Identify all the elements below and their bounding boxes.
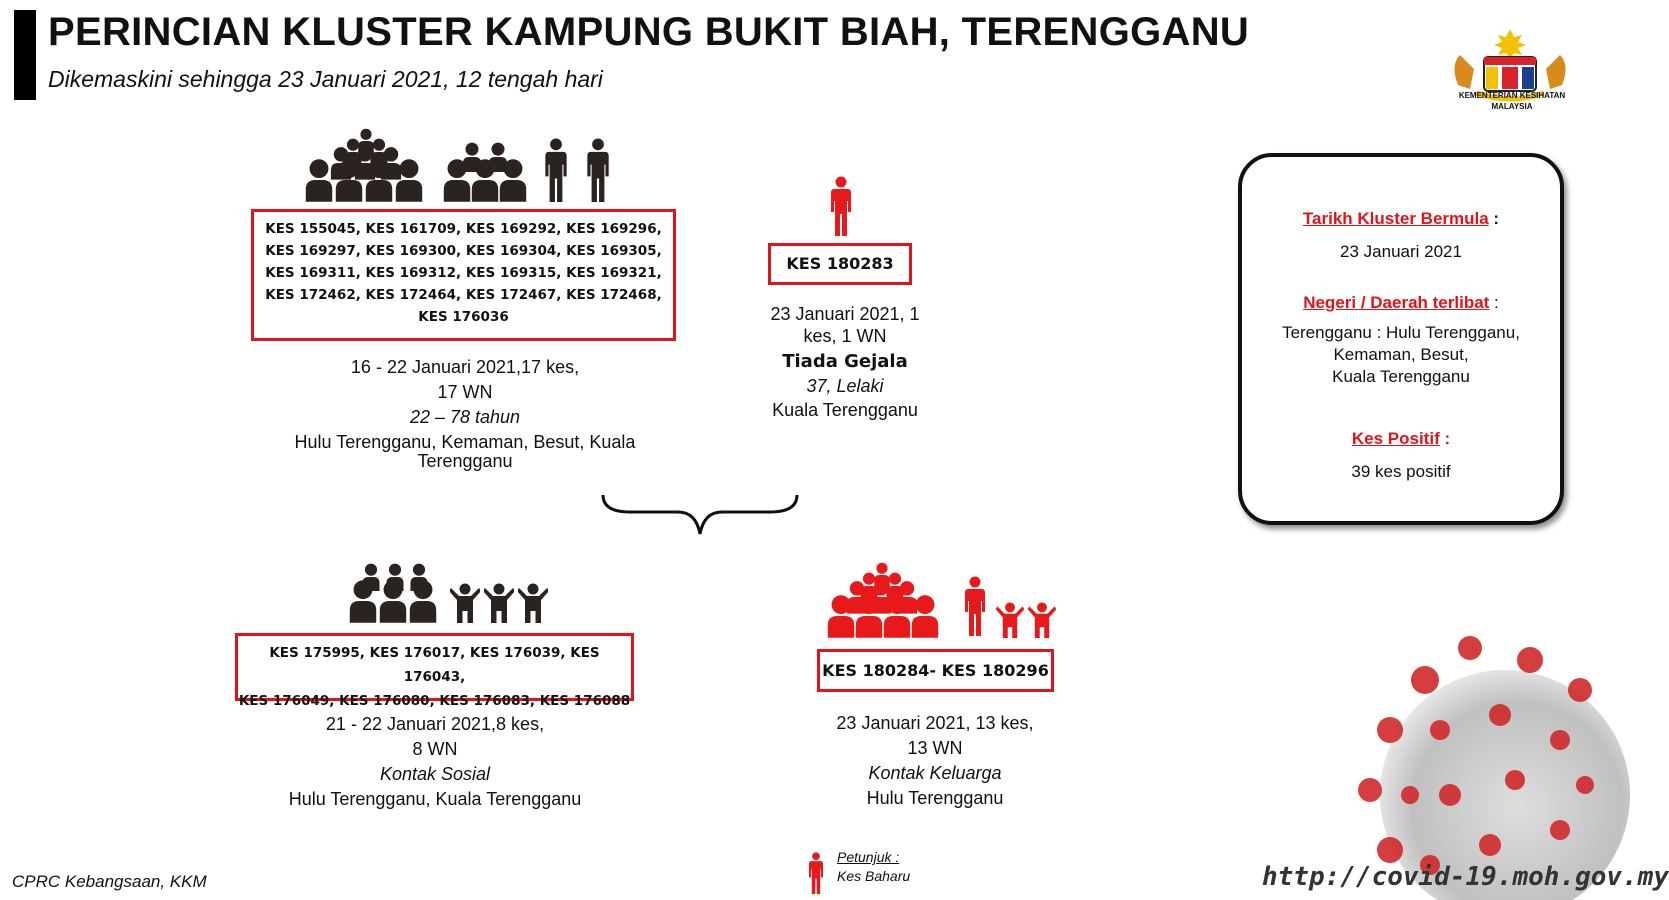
crowd-icon bbox=[350, 564, 436, 623]
cluster-connector-brace bbox=[600, 490, 800, 538]
region-heading bbox=[1242, 293, 1560, 313]
page-title: PERINCIAN KLUSTER KAMPUNG BUKIT BIAH, TERENGGANU bbox=[48, 10, 1250, 54]
legend-label: Petunjuk : bbox=[837, 849, 900, 865]
region-value bbox=[1242, 322, 1560, 388]
group3-case-box bbox=[235, 633, 634, 709]
group3-contact-type: Kontak Sosial bbox=[379, 764, 491, 784]
group3-location: Hulu Terengganu, Kuala Terengganu bbox=[288, 789, 582, 809]
group2-case-box: KES 180283 bbox=[768, 243, 912, 285]
start-date-label: Tarikh Kluster Bermula bbox=[1302, 209, 1489, 228]
positive-value: 39 kes positif bbox=[1351, 462, 1451, 481]
group2-symptom: Tiada Gejala bbox=[782, 351, 908, 372]
group1-age-range: 22 – 78 tahun bbox=[409, 407, 521, 427]
group1-info bbox=[250, 355, 680, 474]
region-line1: Terengganu : Hulu Terengganu, bbox=[1282, 323, 1520, 342]
group3-date-count: 21 - 22 Januari 2021,8 kes, bbox=[325, 714, 545, 734]
new-case-person-icon bbox=[826, 176, 856, 236]
group2-citizenship: kes, 1 WN bbox=[803, 326, 887, 346]
group1-date-count: 16 - 22 Januari 2021,17 kes, bbox=[350, 357, 580, 377]
group4-contact-type: Kontak Keluarga bbox=[868, 763, 1002, 783]
group4-date-count: 23 Januari 2021, 13 kes, bbox=[836, 713, 1034, 733]
group1-location-line2: Terengganu bbox=[417, 451, 513, 471]
group1-case-box bbox=[251, 209, 676, 341]
cluster-summary-panel bbox=[1238, 153, 1564, 525]
region-line2: Kemaman, Besut, bbox=[1333, 345, 1469, 364]
child-icon bbox=[996, 602, 1025, 638]
group3-info bbox=[235, 712, 635, 812]
case-line: KES 169311, KES 169312, KES 169315, KES 169321, bbox=[265, 265, 662, 281]
child-icon bbox=[449, 584, 481, 624]
group4-people-icons bbox=[824, 562, 1058, 640]
group1-people-icons bbox=[302, 128, 622, 204]
crowd-icon bbox=[444, 143, 526, 202]
positive-heading bbox=[1242, 429, 1560, 449]
region-colon: : bbox=[1489, 293, 1499, 312]
adult-icon bbox=[587, 139, 608, 202]
source-credit: CPRC Kebangsaan, KKM bbox=[12, 872, 207, 891]
positive-colon: : bbox=[1439, 429, 1451, 448]
crowd-icon bbox=[828, 563, 938, 638]
logo-caption bbox=[1440, 90, 1584, 112]
group2-date-count: 23 Januari 2021, 1 bbox=[770, 304, 920, 324]
group2-profile: 37, Lelaki bbox=[806, 376, 884, 396]
group1-location-line1: Hulu Terengganu, Kemaman, Besut, Kuala bbox=[294, 432, 636, 452]
virus-illustration bbox=[1330, 620, 1600, 900]
case-line: KES 155045, KES 161709, KES 169292, KES 169296, bbox=[265, 221, 662, 237]
child-icon bbox=[517, 584, 549, 624]
logo-caption-line1: KEMENTERIAN KESIHATAN bbox=[1458, 91, 1566, 100]
group2-info bbox=[740, 303, 950, 421]
group2-location: Kuala Terengganu bbox=[772, 400, 918, 420]
child-icon bbox=[1028, 602, 1057, 638]
legend-new-case-icon bbox=[806, 852, 826, 894]
adult-icon bbox=[545, 139, 566, 202]
start-date-colon: : bbox=[1488, 209, 1500, 228]
start-date-value: 23 Januari 2021 bbox=[1340, 242, 1462, 261]
start-date-heading bbox=[1242, 209, 1560, 229]
group4-location: Hulu Terengganu bbox=[866, 788, 1004, 808]
region-line3: Kuala Terengganu bbox=[1332, 367, 1470, 386]
case-line: KES 176049, KES 176080, KES 176083, KES 176088 bbox=[238, 693, 631, 709]
title-accent-bar bbox=[14, 10, 36, 100]
group4-case-box: KES 180284- KES 180296 bbox=[817, 649, 1054, 692]
group4-citizenship: 13 WN bbox=[907, 738, 963, 758]
case-line: KES 172462, KES 172464, KES 172467, KES 172468, bbox=[265, 287, 662, 303]
child-icon bbox=[483, 584, 515, 624]
legend bbox=[837, 848, 910, 886]
logo-caption-line2: MALAYSIA bbox=[1491, 102, 1533, 111]
case-line: KES 169297, KES 169300, KES 169304, KES 169305, bbox=[265, 243, 662, 259]
group3-citizenship: 8 WN bbox=[412, 739, 458, 759]
group1-citizenship: 17 WN bbox=[437, 382, 493, 402]
positive-label: Kes Positif bbox=[1351, 429, 1440, 448]
legend-item: Kes Baharu bbox=[837, 868, 911, 884]
page-subtitle: Dikemaskini sehingga 23 Januari 2021, 12 tengah hari bbox=[48, 66, 603, 92]
case-line: KES 176036 bbox=[418, 309, 509, 325]
case-line: KES 175995, KES 176017, KES 176039, KES 176043, bbox=[269, 645, 600, 685]
region-label: Negeri / Daerah terlibat bbox=[1303, 293, 1490, 312]
website-link[interactable]: http://covid-19.moh.gov.my bbox=[1262, 862, 1669, 892]
adult-icon bbox=[965, 577, 985, 637]
crowd-icon bbox=[306, 129, 422, 202]
group4-info bbox=[810, 711, 1060, 811]
group3-people-icons bbox=[346, 563, 546, 625]
